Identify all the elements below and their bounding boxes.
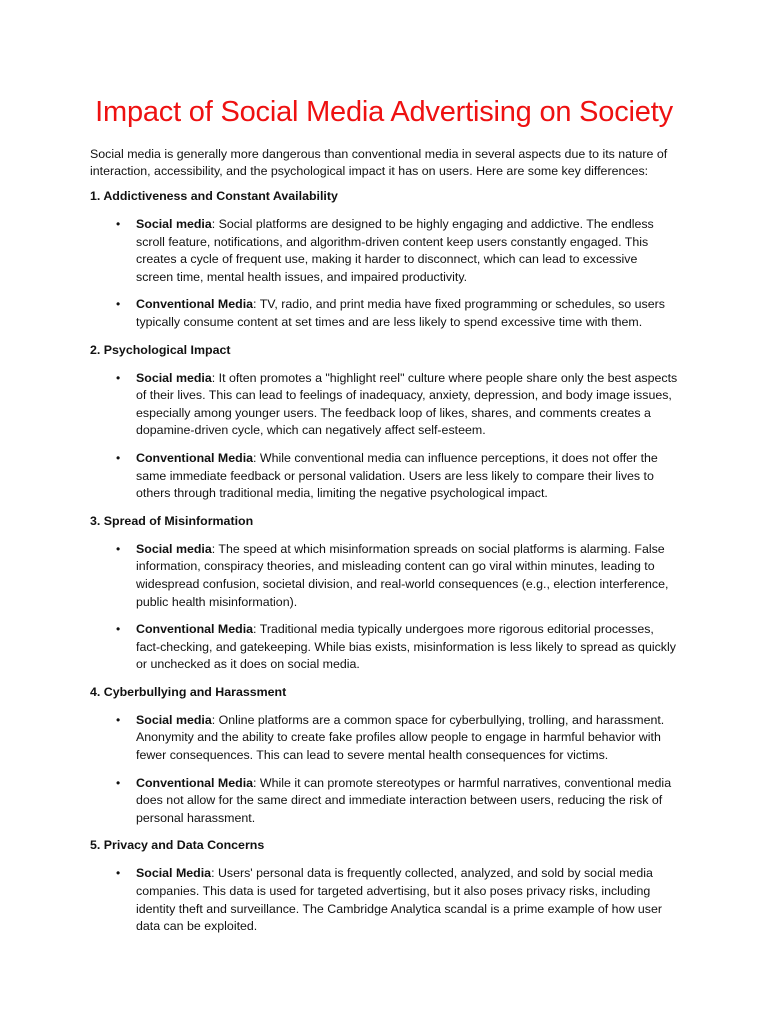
section-heading: 4. Cyberbullying and Harassment — [90, 684, 287, 699]
sections-container — [90, 188, 678, 936]
document-title: Impact of Social Media Advertising on Society — [95, 96, 673, 128]
bullet-dot-icon: • — [116, 866, 121, 881]
bullet-text: : TV, radio, and print media have fixed programming or schedules, so users typically consume content at set times and are less likely to spend excessive time with them. — [136, 297, 665, 329]
bullet-term: Conventional Media — [136, 775, 254, 790]
section-heading: 3. Spread of Misinformation — [90, 513, 254, 528]
bullet-item — [90, 541, 678, 611]
bullet-item — [90, 865, 678, 935]
bullet-term: Social media — [136, 712, 212, 727]
bullet-text: : Social platforms are designed to be highly engaging and addictive. The endless scroll feature, notifications, and algorithm-driven content keep users constantly engaged. This creates a cycle of frequent use, making it harder to disconnect, which can lead to excessive screen time, mental health issues, and impaired productivity. — [136, 217, 654, 284]
section — [90, 342, 678, 503]
intro-paragraph: Social media is generally more dangerous than conventional media in several aspects due to its nature of interaction, accessibility, and the psychological impact it has on users. Here are some key differences: — [90, 147, 668, 178]
bullet-list — [90, 370, 678, 503]
bullet-term: Conventional Media — [136, 622, 254, 637]
bullet-dot-icon: • — [116, 775, 121, 790]
bullet-list — [90, 216, 678, 332]
bullet-text: : The speed at which misinformation spreads on social platforms is alarming. False information, conspiracy theories, and misleading content can go viral within minutes, leading to widespread confusion, societal division, and real-world consequences (e.g., election interference, public health misinformation). — [136, 541, 669, 609]
bullet-item — [90, 712, 678, 765]
bullet-term: Conventional Media — [136, 297, 254, 312]
section-heading: 5. Privacy and Data Concerns — [90, 838, 265, 853]
bullet-text: : Traditional media typically undergoes more rigorous editorial processes, fact-checking, and gatekeeping. While bias exists, misinformation is less likely to spread as quickly or unchecked as it does on social media. — [136, 622, 676, 672]
bullet-term: Conventional Media — [136, 450, 254, 465]
bullet-item — [90, 296, 678, 331]
bullet-text: : While it can promote stereotypes or harmful narratives, conventional media does not allow for the same direct and immediate interaction between users, reducing the risk of personal harassment. — [136, 775, 672, 825]
section — [90, 513, 678, 674]
bullet-term: Social media — [136, 541, 212, 556]
section — [90, 188, 678, 332]
bullet-term: Social Media — [136, 866, 212, 881]
bullet-text: : While conventional media can influence perceptions, it does not offer the same immediate feedback or personal validation. Users are less likely to compare their lives to others through traditional media, limiting the negative psychological impact. — [136, 450, 658, 501]
bullet-term: Social media — [136, 217, 212, 231]
bullet-item — [90, 775, 678, 828]
bullet-dot-icon: • — [116, 450, 121, 465]
bullet-list — [90, 541, 678, 674]
bullet-item — [90, 370, 678, 440]
bullet-item — [90, 216, 678, 286]
bullet-dot-icon: • — [116, 712, 121, 727]
bullet-term: Social media — [136, 370, 212, 385]
bullet-dot-icon: • — [116, 217, 121, 231]
bullet-text: : It often promotes a "highlight reel" culture where people share only the best aspects of their lives. This can lead to feelings of inadequacy, anxiety, depression, and body image issues, especially among younger users. The feedback loop of likes, shares, and comments creates a dopamine-driven cycle, which can negatively affect self-esteem. — [136, 370, 678, 438]
bullet-dot-icon: • — [116, 370, 121, 385]
bullet-item — [90, 450, 678, 503]
section — [90, 684, 678, 828]
section-heading: 1. Addictiveness and Constant Availability — [90, 189, 338, 203]
section-heading: 2. Psychological Impact — [90, 342, 231, 357]
bullet-dot-icon: • — [116, 541, 121, 556]
bullet-text: : Online platforms are a common space for cyberbullying, trolling, and harassment. Anonymity and the ability to create fake profiles allow people to engage in harmful behavior with fewer consequences. This can lead to severe mental health consequences for victims. — [136, 712, 665, 763]
bullet-item — [90, 621, 678, 674]
bullet-list — [90, 865, 678, 935]
bullet-text: : Users' personal data is frequently collected, analyzed, and sold by social media companies. This data is used for targeted advertising, but it also poses privacy risks, including identity theft and surveillance. The Cambridge Analytica scandal is a prime example of how user data can be exploited. — [136, 866, 662, 934]
bullet-dot-icon: • — [116, 622, 121, 637]
section — [90, 837, 678, 935]
bullet-dot-icon: • — [116, 297, 121, 312]
bullet-list — [90, 712, 678, 828]
